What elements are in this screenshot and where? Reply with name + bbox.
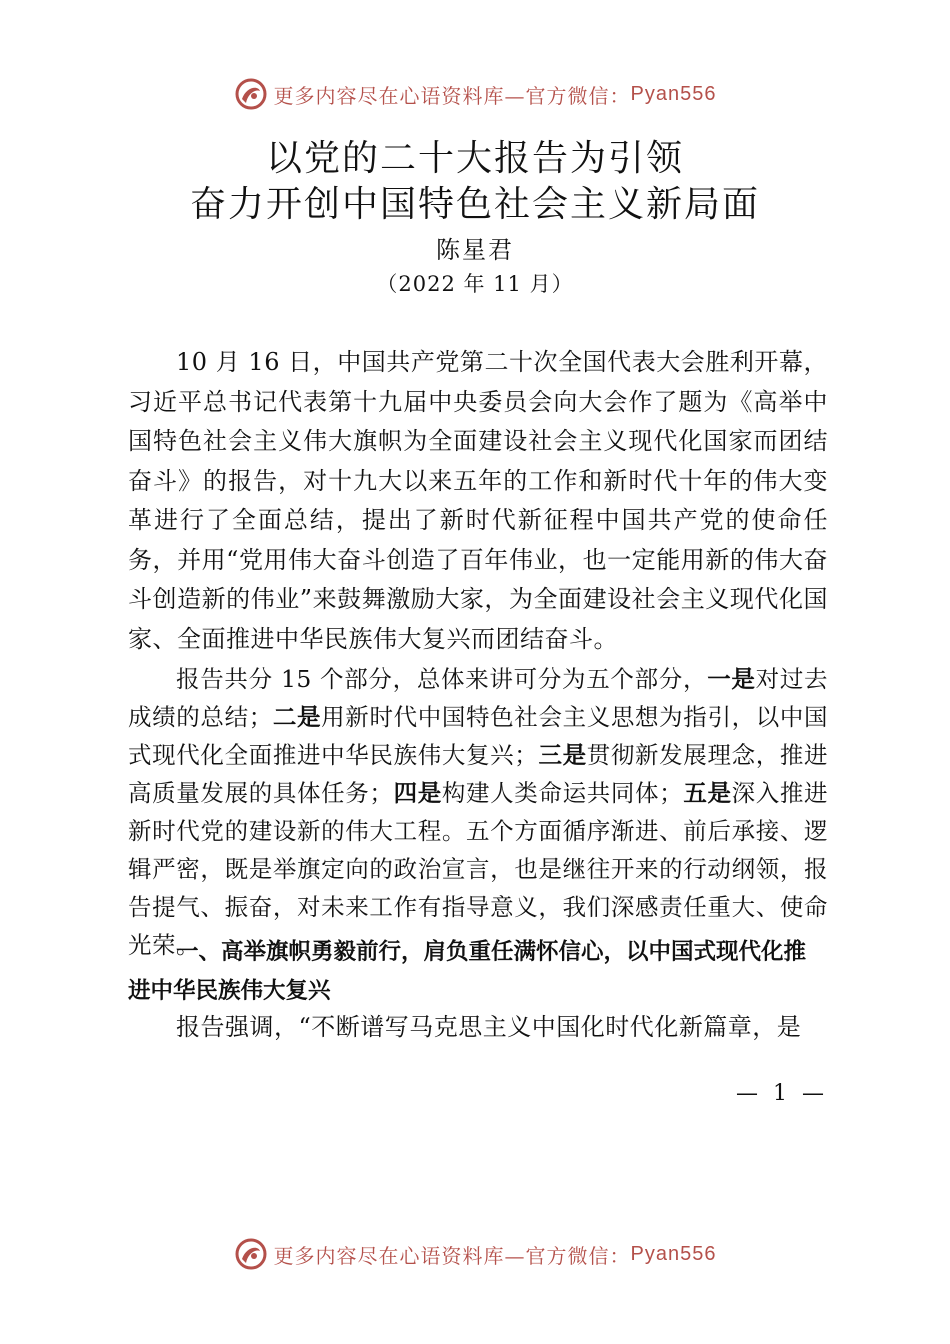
page-number: — 1 — — [736, 1081, 828, 1106]
date: （2022 年 11 月） — [376, 272, 574, 296]
p2-s2: 用新时代中国特色社会主义思想为指引，以中国式现代化全面推进中华民族伟大复兴； — [128, 703, 829, 769]
watermark-text: 更多内容尽在心语资料库—官方微信： — [273, 1243, 631, 1268]
watermark-bottom — [0, 1234, 950, 1274]
red-swirl-logo-icon — [234, 1237, 268, 1271]
red-swirl-logo-icon — [234, 77, 268, 111]
p2-intro: 报告共分 15 个部分，总体来讲可分为五个部分， — [176, 665, 708, 693]
keyword-2: 二是 — [272, 703, 322, 731]
p2-s1: 对过去成绩的总结； — [128, 665, 829, 731]
paragraph-3-text: 报告强调，“不断谱写马克思主义中国化时代化新篇章，是 — [176, 1013, 802, 1041]
p2-s5: 深入推进新时代党的建设新的伟大工程。五个方面循序渐进、前后承接、逻辑严密，既是举旗定向的政治宣言，也是继往开来的行动纲领，报告提气、振奋，对未来工作有指导意义，我们深感责任重大、使命光荣。 — [128, 779, 829, 959]
p2-s4: 构建人类命运共同体； — [441, 779, 684, 807]
p2-s3: 贯彻新发展理念，推进高质量发展的具体任务； — [128, 741, 829, 807]
author: 陈星君 — [436, 236, 514, 264]
watermark-account: Pyan556 — [630, 1242, 717, 1265]
section-heading-1 — [128, 933, 828, 1011]
paragraph-3 — [128, 1008, 828, 1048]
section-heading-1-text: 一、高举旗帜勇毅前行，肩负重任满怀信心，以中国式现代化推进中华民族伟大复兴 — [128, 939, 807, 1004]
keyword-4: 四是 — [393, 779, 442, 807]
keyword-1: 一是 — [707, 665, 756, 693]
keyword-5: 五是 — [683, 779, 732, 807]
paragraph-2-text — [128, 660, 828, 964]
keyword-3: 三是 — [538, 741, 587, 769]
title-line-1: 以党的二十大报告为引领 — [265, 138, 684, 179]
title-line-2: 奋力开创中国特色社会主义新局面 — [189, 184, 760, 225]
paragraph-2 — [128, 660, 828, 964]
watermark-top — [0, 74, 950, 114]
paragraph-1 — [128, 343, 828, 659]
watermark-text: 更多内容尽在心语资料库—官方微信： — [273, 83, 631, 108]
watermark-account: Pyan556 — [630, 82, 717, 105]
paragraph-1-text: 10 月 16 日，中国共产党第二十次全国代表大会胜利开幕，习近平总书记代表第十九届中央委员会向大会作了题为《高举中国特色社会主义伟大旗帜为全面建设社会主义现代化国家而团结奋斗》的报告，对十九大以来五年的工作和新时代十年的伟大变革进行了全面总结，提出了新时代新征程中国共产党的使命任务，并用“党用伟大奋斗创造了百年伟业，也一定能用新的伟大奋斗创造新的伟业”来鼓舞激励大家，为全面建设社会主义现代化国家、全面推进中华民族伟大复兴而团结奋斗。 — [128, 348, 828, 653]
